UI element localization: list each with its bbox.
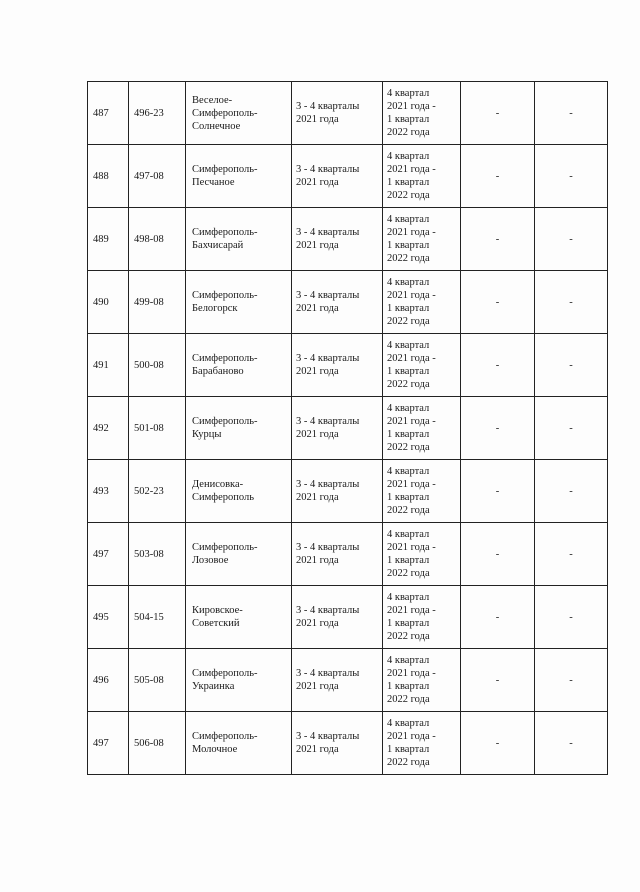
term-period-line: 1 квартал bbox=[387, 744, 430, 755]
table-body bbox=[88, 82, 608, 775]
route-name-line: Кировское- bbox=[192, 605, 243, 616]
route-name bbox=[186, 145, 292, 208]
term-period bbox=[383, 397, 461, 460]
opening-period-line: 2021 года bbox=[296, 618, 339, 629]
opening-period bbox=[292, 334, 383, 397]
dash-cell-1: - bbox=[461, 397, 535, 460]
route-name bbox=[186, 208, 292, 271]
term-period-line: 4 квартал bbox=[387, 340, 430, 351]
dash-cell-1: - bbox=[461, 523, 535, 586]
table-row bbox=[88, 649, 608, 712]
opening-period-line: 3 - 4 кварталы bbox=[296, 668, 360, 679]
route-name-line: Симферополь- bbox=[192, 731, 258, 742]
term-period bbox=[383, 586, 461, 649]
term-period-line: 2022 года bbox=[387, 190, 430, 201]
route-name bbox=[186, 586, 292, 649]
dash-cell-2: - bbox=[535, 397, 608, 460]
term-period-line: 4 квартал bbox=[387, 529, 430, 540]
table-row bbox=[88, 712, 608, 775]
row-number: 490 bbox=[88, 271, 129, 334]
term-period bbox=[383, 334, 461, 397]
term-period-line: 2022 года bbox=[387, 442, 430, 453]
route-name-line: Веселое- bbox=[192, 94, 233, 106]
route-name bbox=[186, 712, 292, 775]
opening-period bbox=[292, 271, 383, 334]
term-period-line: 1 квартал bbox=[387, 429, 430, 440]
route-code: 503-08 bbox=[129, 523, 186, 586]
dash-cell-2: - bbox=[535, 145, 608, 208]
opening-period-line: 2021 года bbox=[296, 240, 339, 251]
term-period-line: 4 квартал bbox=[387, 88, 430, 99]
route-name-line: Симферополь- bbox=[192, 668, 258, 679]
opening-period bbox=[292, 460, 383, 523]
term-period-line: 2022 года bbox=[387, 127, 430, 138]
dash-cell-2: - bbox=[535, 649, 608, 712]
route-name-line: Советский bbox=[192, 618, 240, 629]
term-period bbox=[383, 460, 461, 523]
term-period-line: 2021 года - bbox=[387, 164, 436, 175]
dash-cell-2: - bbox=[535, 334, 608, 397]
dash-cell-2: - bbox=[535, 208, 608, 271]
term-period-line: 2021 года - bbox=[387, 416, 436, 427]
term-period-line: 2022 года bbox=[387, 316, 430, 327]
route-name bbox=[186, 460, 292, 523]
route-name bbox=[186, 523, 292, 586]
route-code: 505-08 bbox=[129, 649, 186, 712]
term-period-line: 2021 года - bbox=[387, 479, 436, 490]
route-name-line: Симферополь- bbox=[192, 542, 258, 553]
route-name-line: Песчаное bbox=[192, 177, 235, 188]
term-period bbox=[383, 649, 461, 712]
term-period-line: 1 квартал bbox=[387, 681, 430, 692]
term-period-line: 1 квартал bbox=[387, 618, 430, 629]
dash-cell-2: - bbox=[535, 586, 608, 649]
term-period-line: 1 квартал bbox=[387, 366, 430, 377]
route-schedule-table bbox=[87, 81, 608, 775]
route-name-line: Симферополь- bbox=[192, 353, 258, 364]
route-code: 496-23 bbox=[129, 82, 186, 145]
term-period-line: 2021 года - bbox=[387, 353, 436, 364]
term-period-line: 1 квартал bbox=[387, 240, 430, 251]
opening-period-line: 3 - 4 кварталы bbox=[296, 731, 360, 742]
opening-period-line: 2021 года bbox=[296, 681, 339, 692]
table-row bbox=[88, 523, 608, 586]
row-number: 495 bbox=[88, 586, 129, 649]
term-period-line: 2021 года - bbox=[387, 542, 436, 553]
opening-period-line: 2021 года bbox=[296, 177, 339, 188]
opening-period-line: 3 - 4 кварталы bbox=[296, 164, 360, 175]
term-period-line: 4 квартал bbox=[387, 403, 430, 414]
route-name bbox=[186, 397, 292, 460]
route-name-line: Белогорск bbox=[192, 303, 238, 314]
term-period-line: 2022 года bbox=[387, 568, 430, 579]
term-period-line: 2021 года - bbox=[387, 227, 436, 238]
opening-period-line: 2021 года bbox=[296, 555, 339, 566]
row-number: 489 bbox=[88, 208, 129, 271]
dash-cell-1: - bbox=[461, 145, 535, 208]
route-name-line: Лозовое bbox=[192, 555, 229, 566]
route-name-line: Бахчисарай bbox=[192, 240, 244, 251]
term-period-line: 4 квартал bbox=[387, 592, 430, 603]
opening-period-line: 3 - 4 кварталы bbox=[296, 353, 360, 364]
dash-cell-1: - bbox=[461, 82, 535, 145]
opening-period-line: 3 - 4 кварталы bbox=[296, 290, 360, 301]
term-period-line: 2022 года bbox=[387, 379, 430, 390]
opening-period-line: 3 - 4 кварталы bbox=[296, 542, 360, 553]
route-name-line: Симферополь- bbox=[192, 164, 258, 175]
dash-cell-2: - bbox=[535, 712, 608, 775]
term-period-line: 2021 года - bbox=[387, 605, 436, 616]
route-name-line: Симферополь- bbox=[192, 227, 258, 238]
term-period-line: 4 квартал bbox=[387, 466, 430, 477]
opening-period-line: 2021 года bbox=[296, 303, 339, 314]
dash-cell-1: - bbox=[461, 334, 535, 397]
term-period-line: 2022 года bbox=[387, 253, 430, 264]
row-number: 497 bbox=[88, 523, 129, 586]
route-name-line: Симферополь- bbox=[192, 416, 258, 427]
term-period bbox=[383, 523, 461, 586]
route-name bbox=[186, 649, 292, 712]
route-name bbox=[186, 82, 292, 145]
term-period-line: 1 квартал bbox=[387, 114, 430, 125]
dash-cell-2: - bbox=[535, 460, 608, 523]
opening-period-line: 3 - 4 кварталы bbox=[296, 227, 360, 238]
row-number: 491 bbox=[88, 334, 129, 397]
term-period-line: 1 квартал bbox=[387, 177, 430, 188]
route-name-line: Денисовка- bbox=[192, 479, 244, 490]
term-period-line: 2022 года bbox=[387, 757, 430, 768]
dash-cell-1: - bbox=[461, 586, 535, 649]
table-row bbox=[88, 334, 608, 397]
opening-period-line: 3 - 4 кварталы bbox=[296, 479, 360, 490]
term-period bbox=[383, 271, 461, 334]
opening-period bbox=[292, 208, 383, 271]
opening-period bbox=[292, 586, 383, 649]
table-row bbox=[88, 208, 608, 271]
term-period bbox=[383, 82, 461, 145]
term-period-line: 4 квартал bbox=[387, 655, 430, 666]
route-name-line: Курцы bbox=[192, 429, 222, 440]
dash-cell-1: - bbox=[461, 712, 535, 775]
term-period-line: 2021 года - bbox=[387, 290, 436, 301]
term-period-line: 4 квартал bbox=[387, 151, 430, 162]
opening-period bbox=[292, 523, 383, 586]
term-period-line: 2021 года - bbox=[387, 668, 436, 679]
route-code: 499-08 bbox=[129, 271, 186, 334]
route-code: 500-08 bbox=[129, 334, 186, 397]
term-period-line: 1 квартал bbox=[387, 492, 430, 503]
route-name-line: Молочное bbox=[192, 744, 238, 755]
route-name-line: Симферополь bbox=[192, 492, 254, 503]
opening-period-line: 2021 года bbox=[296, 744, 339, 755]
opening-period-line: 3 - 4 кварталы bbox=[296, 416, 360, 427]
row-number: 488 bbox=[88, 145, 129, 208]
term-period-line: 2022 года bbox=[387, 505, 430, 516]
dash-cell-2: - bbox=[535, 82, 608, 145]
dash-cell-2: - bbox=[535, 523, 608, 586]
route-code: 502-23 bbox=[129, 460, 186, 523]
dash-cell-1: - bbox=[461, 208, 535, 271]
table-row bbox=[88, 460, 608, 523]
opening-period-line: 2021 года bbox=[296, 114, 339, 125]
term-period-line: 2021 года - bbox=[387, 731, 436, 742]
term-period-line: 2022 года bbox=[387, 631, 430, 642]
route-name-line: Барабаново bbox=[192, 366, 244, 377]
dash-cell-2: - bbox=[535, 271, 608, 334]
opening-period bbox=[292, 397, 383, 460]
term-period bbox=[383, 712, 461, 775]
term-period-line: 1 квартал bbox=[387, 303, 430, 314]
opening-period-line: 2021 года bbox=[296, 366, 339, 377]
route-code: 506-08 bbox=[129, 712, 186, 775]
term-period-line: 2021 года - bbox=[387, 101, 436, 112]
dash-cell-1: - bbox=[461, 271, 535, 334]
table-row bbox=[88, 271, 608, 334]
route-name bbox=[186, 271, 292, 334]
term-period-line: 4 квартал bbox=[387, 214, 430, 225]
route-code: 497-08 bbox=[129, 145, 186, 208]
term-period bbox=[383, 208, 461, 271]
opening-period bbox=[292, 712, 383, 775]
row-number: 496 bbox=[88, 649, 129, 712]
opening-period-line: 2021 года bbox=[296, 492, 339, 503]
opening-period bbox=[292, 649, 383, 712]
term-period bbox=[383, 145, 461, 208]
opening-period-line: 2021 года bbox=[296, 429, 339, 440]
route-code: 501-08 bbox=[129, 397, 186, 460]
route-name bbox=[186, 334, 292, 397]
row-number: 492 bbox=[88, 397, 129, 460]
dash-cell-1: - bbox=[461, 649, 535, 712]
route-code: 504-15 bbox=[129, 586, 186, 649]
route-code: 498-08 bbox=[129, 208, 186, 271]
route-name-line: Солнечное bbox=[192, 120, 241, 132]
opening-period-line: 3 - 4 кварталы bbox=[296, 101, 360, 112]
table-row bbox=[88, 397, 608, 460]
route-name-line: Симферополь- bbox=[192, 290, 258, 301]
row-number: 497 bbox=[88, 712, 129, 775]
row-number: 493 bbox=[88, 460, 129, 523]
term-period-line: 2022 года bbox=[387, 694, 430, 705]
table-row bbox=[88, 145, 608, 208]
route-name-line: Украинка bbox=[192, 681, 235, 692]
term-period-line: 4 квартал bbox=[387, 718, 430, 729]
table-row bbox=[88, 586, 608, 649]
dash-cell-1: - bbox=[461, 460, 535, 523]
route-name-line: Симферополь- bbox=[192, 107, 258, 119]
opening-period bbox=[292, 82, 383, 145]
opening-period bbox=[292, 145, 383, 208]
table-row bbox=[88, 82, 608, 145]
row-number: 487 bbox=[88, 82, 129, 145]
opening-period-line: 3 - 4 кварталы bbox=[296, 605, 360, 616]
term-period-line: 4 квартал bbox=[387, 277, 430, 288]
term-period-line: 1 квартал bbox=[387, 555, 430, 566]
